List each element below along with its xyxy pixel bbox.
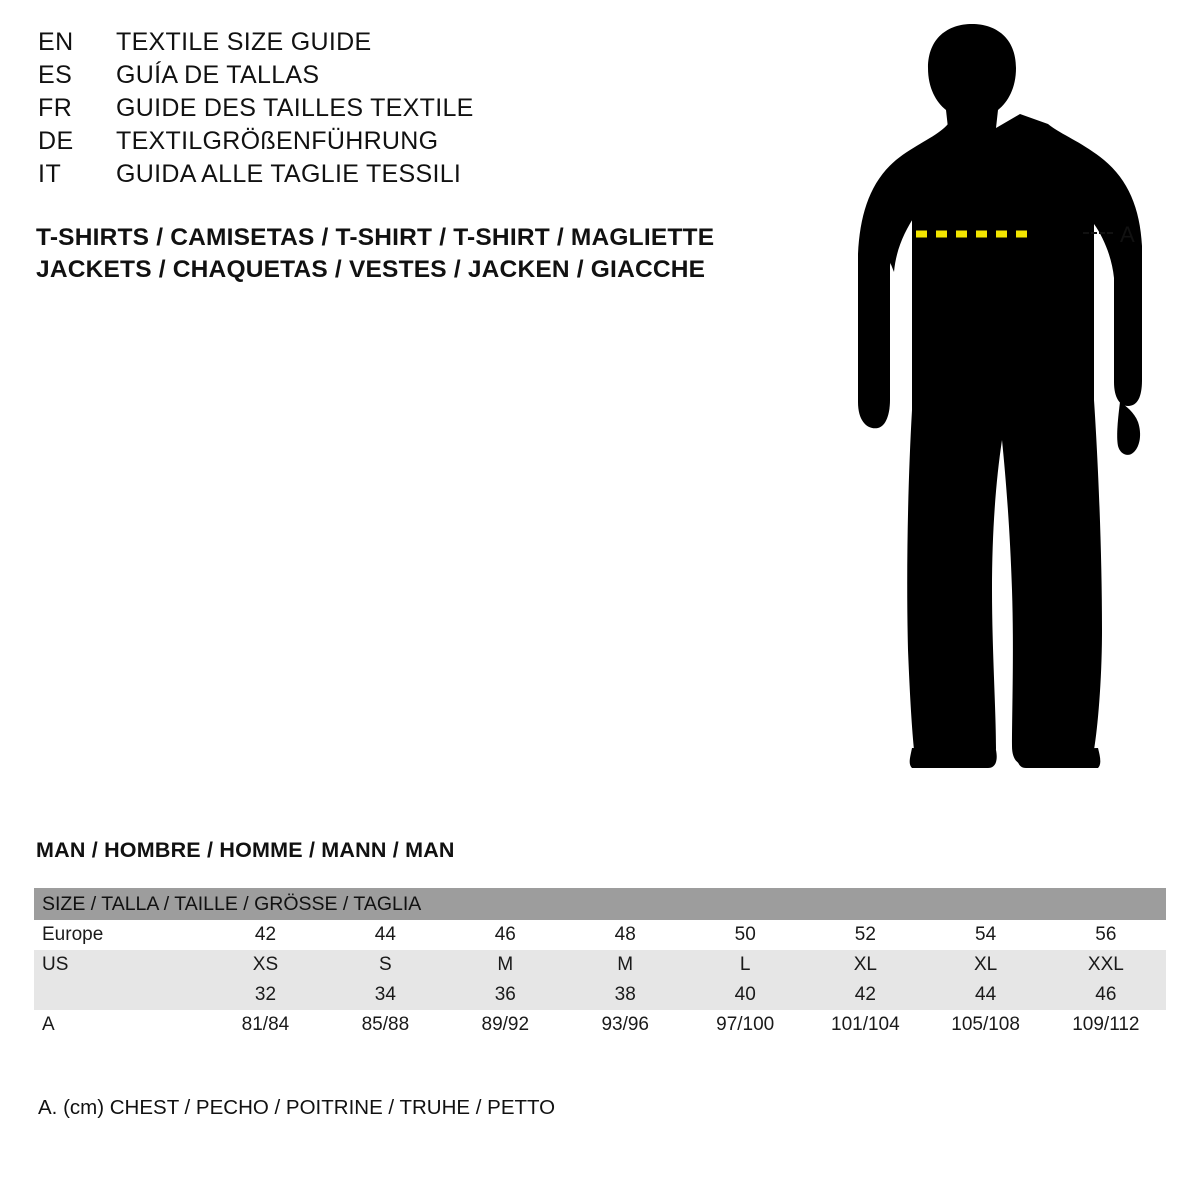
garment-line-tshirts: T-SHIRTS / CAMISETAS / T-SHIRT / T-SHIRT / MAGLIETTE — [36, 224, 715, 251]
language-row-fr — [38, 94, 738, 127]
cell-us-2: S — [325, 950, 445, 980]
table-row — [34, 950, 1166, 980]
language-text-de: TEXTILGRÖßENFÜHRUNG — [116, 127, 439, 155]
garment-line-jackets: JACKETS / CHAQUETAS / VESTES / JACKEN / GIACCHE — [36, 256, 706, 283]
cell-a-6: 101/104 — [805, 1010, 925, 1040]
silhouette-svg — [820, 10, 1180, 800]
footnote-chest-measure: A. (cm) CHEST / PECHO / POITRINE / TRUHE / PETTO — [38, 1096, 556, 1119]
language-row-en — [38, 28, 738, 61]
language-row-de — [38, 127, 738, 160]
language-text-es: GUÍA DE TALLAS — [116, 61, 320, 89]
row-label-us: US — [34, 950, 205, 980]
table-row — [34, 1010, 1166, 1040]
language-row-es — [38, 61, 738, 94]
body-silhouette-figure — [820, 10, 1180, 800]
row-label-us-numeric — [34, 980, 205, 1010]
cell-europe-7: 54 — [925, 920, 1045, 950]
measure-label-a: A — [1120, 222, 1135, 247]
cell-usnum-2: 34 — [325, 980, 445, 1010]
language-text-it: GUIDA ALLE TAGLIE TESSILI — [116, 160, 462, 188]
row-label-a: A — [34, 1010, 205, 1040]
cell-europe-3: 46 — [445, 920, 565, 950]
cell-a-8: 109/112 — [1046, 1010, 1166, 1040]
language-text-en: TEXTILE SIZE GUIDE — [116, 28, 372, 56]
cell-a-3: 89/92 — [445, 1010, 565, 1040]
cell-us-8: XXL — [1046, 950, 1166, 980]
cell-europe-5: 50 — [685, 920, 805, 950]
cell-us-4: M — [565, 950, 685, 980]
language-code-es: ES — [38, 61, 73, 89]
cell-usnum-7: 44 — [925, 980, 1045, 1010]
language-text-fr: GUIDE DES TAILLES TEXTILE — [116, 94, 474, 122]
language-header-block — [38, 28, 738, 193]
cell-usnum-6: 42 — [805, 980, 925, 1010]
cell-a-4: 93/96 — [565, 1010, 685, 1040]
cell-a-7: 105/108 — [925, 1010, 1045, 1040]
cell-usnum-5: 40 — [685, 980, 805, 1010]
cell-europe-2: 44 — [325, 920, 445, 950]
row-label-europe: Europe — [34, 920, 205, 950]
cell-us-7: XL — [925, 950, 1045, 980]
garment-category-list — [36, 222, 714, 286]
cell-europe-4: 48 — [565, 920, 685, 950]
cell-europe-8: 56 — [1046, 920, 1166, 950]
cell-us-3: M — [445, 950, 565, 980]
cell-usnum-3: 36 — [445, 980, 565, 1010]
language-code-en: EN — [38, 28, 74, 56]
table-header-label: SIZE / TALLA / TAILLE / GRÖSSE / TAGLIA — [34, 888, 1166, 920]
cell-usnum-8: 46 — [1046, 980, 1166, 1010]
size-table — [34, 888, 1166, 1040]
table-row — [34, 980, 1166, 1010]
table-row — [34, 920, 1166, 950]
cell-usnum-4: 38 — [565, 980, 685, 1010]
cell-a-5: 97/100 — [685, 1010, 805, 1040]
cell-us-5: L — [685, 950, 805, 980]
cell-a-1: 81/84 — [205, 1010, 325, 1040]
cell-usnum-1: 32 — [205, 980, 325, 1010]
cell-europe-1: 42 — [205, 920, 325, 950]
language-code-fr: FR — [38, 94, 73, 122]
language-code-de: DE — [38, 127, 74, 155]
language-row-it — [38, 160, 738, 193]
table-header-row — [34, 888, 1166, 920]
section-title-man: MAN / HOMBRE / HOMME / MANN / MAN — [36, 838, 455, 862]
cell-us-6: XL — [805, 950, 925, 980]
cell-us-1: XS — [205, 950, 325, 980]
cell-europe-6: 52 — [805, 920, 925, 950]
language-code-it: IT — [38, 160, 62, 188]
measure-leader-line-a — [1083, 232, 1113, 234]
cell-a-2: 85/88 — [325, 1010, 445, 1040]
